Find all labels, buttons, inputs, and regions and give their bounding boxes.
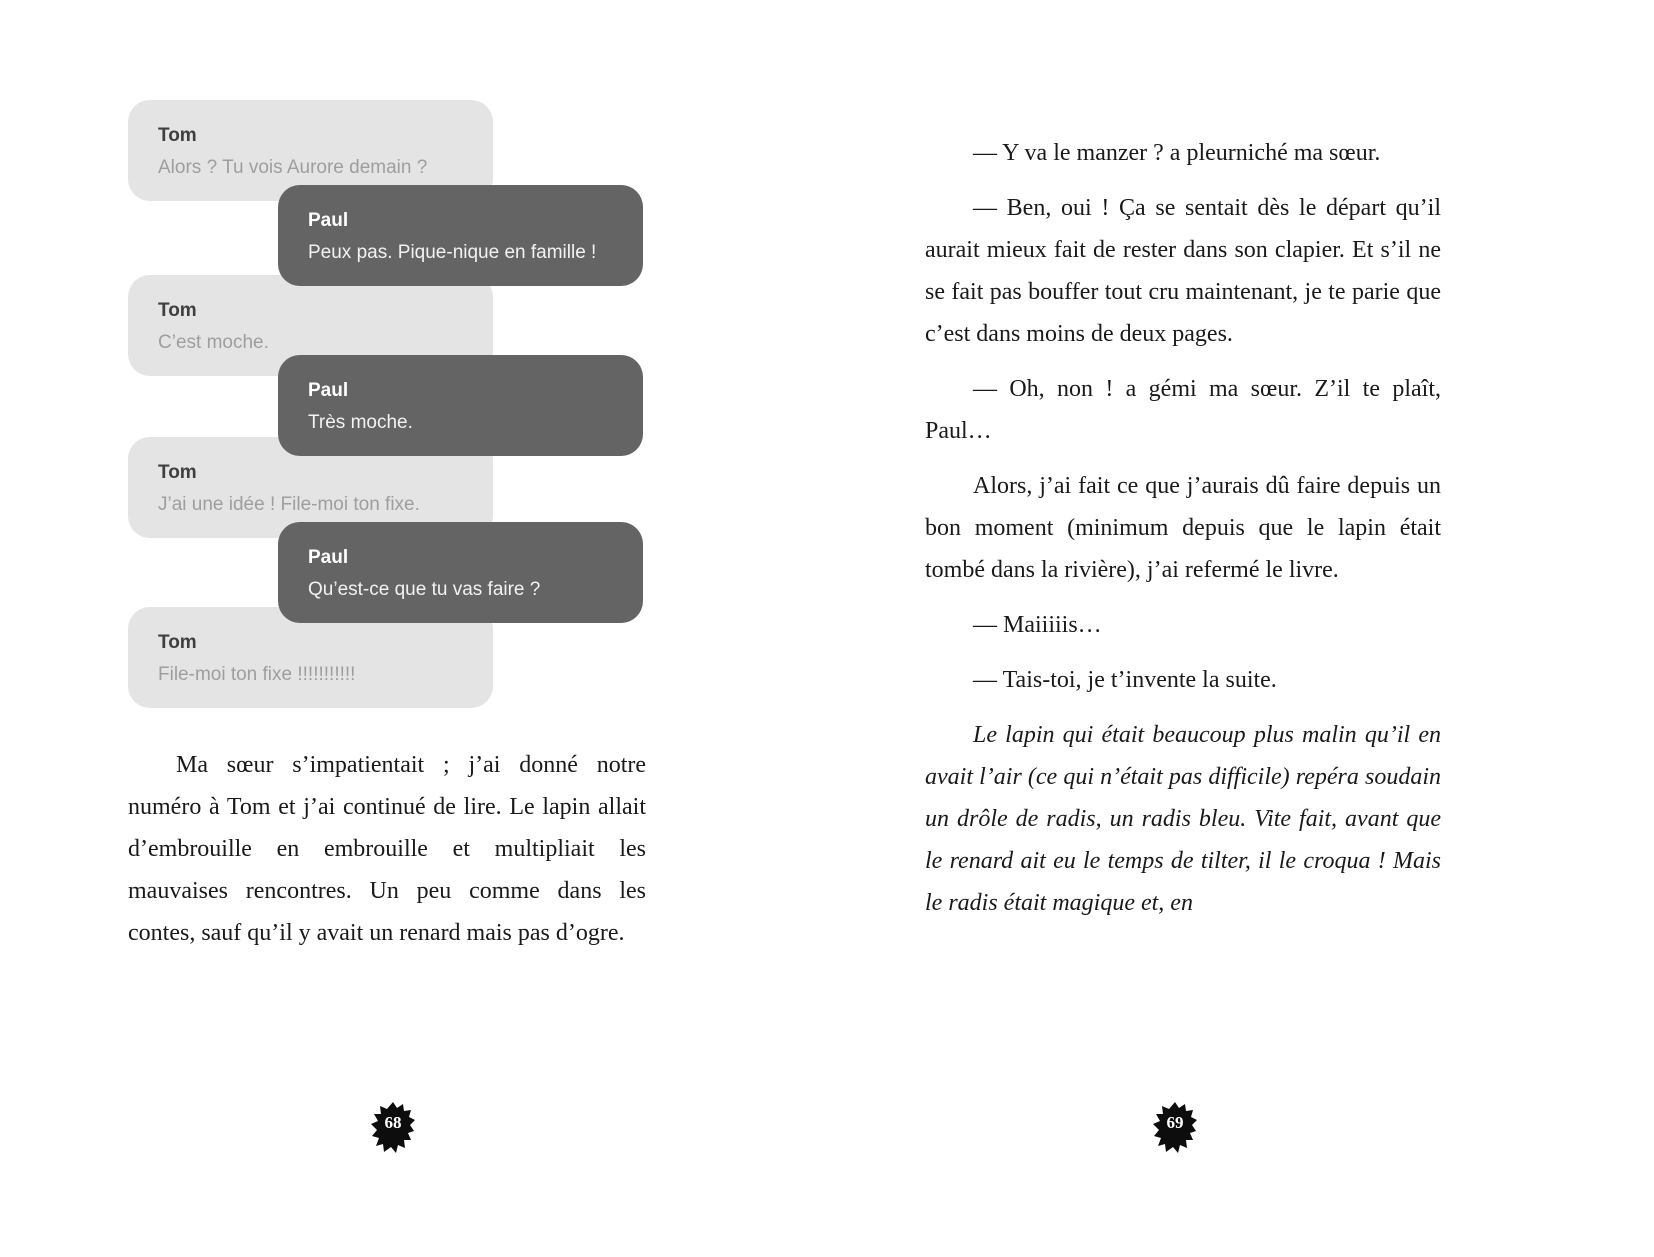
right-body-text [925, 132, 1441, 937]
body-paragraph: Ma sœur s’impatientait ; j’ai donné notre numéro à Tom et j’ai continué de lire. Le lapin allait d’embrouille en embrouille et multipliait les mauvaises rencontres. Un peu comme dans les contes, sauf qu’il y avait un renard mais pas d’ogre. [128, 752, 646, 946]
chat-sender: Tom [158, 125, 197, 146]
body-paragraph: — Ben, oui ! Ça se sentait dès le départ qu’il aurait mieux fait de rester dans son clapier. Et s’il ne se fait pas bouffer tout cru maintenant, je te parie que c’est dans moins de deux pages. [925, 195, 1441, 347]
left-body-text [128, 744, 646, 967]
body-paragraph: — Maiiiiis… [973, 612, 1102, 638]
chat-message: J’ai une idée ! File-moi ton fixe. [158, 493, 420, 515]
page-number-text: 68 [384, 1113, 402, 1132]
page-number-left [371, 1100, 415, 1154]
chat-conversation [128, 100, 648, 715]
chat-message: Alors ? Tu vois Aurore demain ? [158, 156, 428, 178]
chat-sender: Tom [158, 300, 197, 321]
chat-bubble-paul [278, 355, 643, 456]
body-paragraph: — Tais-toi, je t’invente la suite. [973, 667, 1277, 693]
chat-message: Peux pas. Pique-nique en famille ! [308, 241, 597, 263]
body-paragraph: — Y va le manzer ? a pleurniché ma sœur. [973, 140, 1381, 166]
body-paragraph-italic: Le lapin qui était beaucoup plus malin qu’il en avait l’air (ce qui n’était pas difficile) repéra soudain un drôle de radis, un radis bleu. Vite fait, avant que le renard ait eu le temps de tilter, il le croqua ! Mais le radis était magique et, en [925, 722, 1441, 916]
chat-bubble-paul [278, 522, 643, 623]
chat-sender: Paul [308, 547, 349, 568]
chat-sender: Tom [158, 632, 197, 653]
chat-sender: Paul [308, 210, 349, 231]
chat-sender: Paul [308, 380, 349, 401]
page-number-right [1153, 1100, 1197, 1154]
chat-message: File-moi ton fixe !!!!!!!!!!! [158, 663, 356, 685]
chat-bubble-paul [278, 185, 643, 286]
chat-message: Très moche. [308, 411, 413, 433]
chat-message: C’est moche. [158, 331, 269, 353]
body-paragraph: — Oh, non ! a gémi ma sœur. Z’il te plaît, Paul… [925, 376, 1441, 444]
page-number-text: 69 [1166, 1113, 1184, 1132]
chat-message: Qu’est-ce que tu vas faire ? [308, 578, 541, 600]
body-paragraph: Alors, j’ai fait ce que j’aurais dû faire depuis un bon moment (minimum depuis que le lapin était tombé dans la rivière), j’ai refermé le livre. [925, 473, 1441, 583]
chat-sender: Tom [158, 462, 197, 483]
